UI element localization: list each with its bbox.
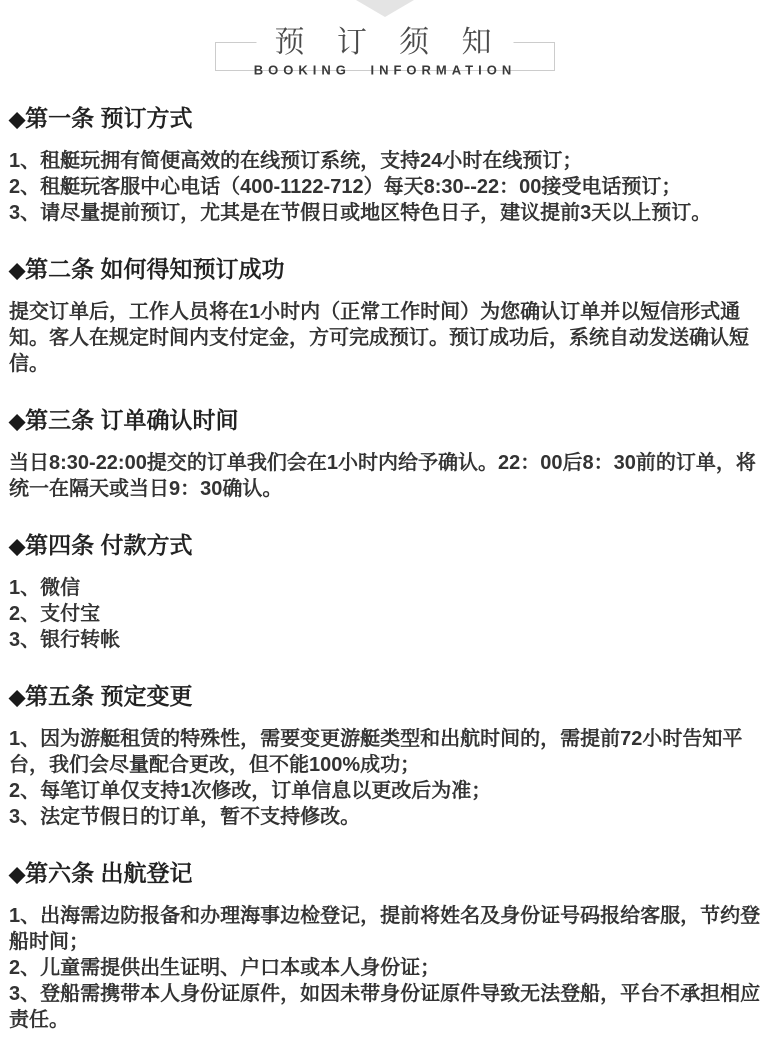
diamond-icon: ◆ <box>9 535 26 558</box>
diamond-icon: ◆ <box>9 108 26 131</box>
list-item: 3、登船需携带本人身份证原件，如因未带身份证原件导致无法登船，平台不承担相应责任。 <box>9 983 761 1031</box>
section-4-heading-text: 第四条 付款方式 <box>25 532 193 558</box>
list-item: 3、法定节假日的订单，暂不支持修改。 <box>9 806 361 828</box>
section-3-heading <box>9 405 761 437</box>
list-item: 1、因为游艇租赁的特殊性，需要变更游艇类型和出航时间的，需提前72小时告知平台，我们会尽量配合更改，但不能100%成功； <box>9 728 743 776</box>
list-item: 3、银行转帐 <box>9 629 121 651</box>
title-frame <box>215 26 555 78</box>
down-triangle-icon <box>356 0 414 17</box>
paragraph: 当日8:30-22:00提交的订单我们会在1小时内给予确认。22：00后8：30前的订单，将统一在隔天或当日9：30确认。 <box>9 452 756 500</box>
section-4-body <box>9 575 761 653</box>
list-item: 1、微信 <box>9 577 81 599</box>
diamond-icon: ◆ <box>9 863 26 886</box>
paragraph: 提交订单后，工作人员将在1小时内（正常工作时间）为您确认订单并以短信形式通知。客人在规定时间内支付定金，方可完成预订。预订成功后，系统自动发送确认短信。 <box>9 301 749 375</box>
section-article-4 <box>9 530 761 653</box>
section-article-1 <box>9 103 761 226</box>
list-item: 2、支付宝 <box>9 603 101 625</box>
list-item: 1、租艇玩拥有简便高效的在线预订系统，支持24小时在线预订； <box>9 150 583 172</box>
section-3-heading-text: 第三条 订单确认时间 <box>25 407 239 433</box>
section-3-body <box>9 450 761 502</box>
section-6-heading <box>9 858 761 890</box>
list-item: 1、出海需边防报备和办理海事边检登记，提前将姓名及身份证号码报给客服，节约登船时间； <box>9 905 761 953</box>
section-6-body <box>9 903 761 1033</box>
section-1-heading <box>9 103 761 135</box>
section-5-heading-text: 第五条 预定变更 <box>25 683 193 709</box>
diamond-icon: ◆ <box>9 410 26 433</box>
list-item: 2、租艇玩客服中心电话（400-1122-712）每天8:30--22：00接受电话预订； <box>9 176 682 198</box>
articles-container <box>0 71 770 1047</box>
list-item: 2、每笔订单仅支持1次修改，订单信息以更改后为准； <box>9 780 492 802</box>
section-2-heading-text: 第二条 如何得知预订成功 <box>25 256 285 282</box>
section-2-body <box>9 299 761 377</box>
section-article-6 <box>9 858 761 1033</box>
diamond-icon: ◆ <box>9 686 26 709</box>
section-5-heading <box>9 681 761 713</box>
section-article-2 <box>9 254 761 377</box>
list-item: 2、儿童需提供出生证明、户口本或本人身份证； <box>9 957 441 979</box>
page-subtitle: BOOKING INFORMATION <box>253 62 517 78</box>
list-item: 3、请尽量提前预订，尤其是在节假日或地区特色日子，建议提前3天以上预订。 <box>9 202 712 224</box>
section-article-3 <box>9 405 761 502</box>
section-4-heading <box>9 530 761 562</box>
section-1-heading-text: 第一条 预订方式 <box>25 105 193 131</box>
section-6-heading-text: 第六条 出航登记 <box>25 860 193 886</box>
section-1-body <box>9 148 761 226</box>
section-article-5 <box>9 681 761 830</box>
page-title: 预 订 须 知 <box>256 28 513 58</box>
section-5-body <box>9 726 761 830</box>
section-2-heading <box>9 254 761 286</box>
diamond-icon: ◆ <box>9 259 26 282</box>
